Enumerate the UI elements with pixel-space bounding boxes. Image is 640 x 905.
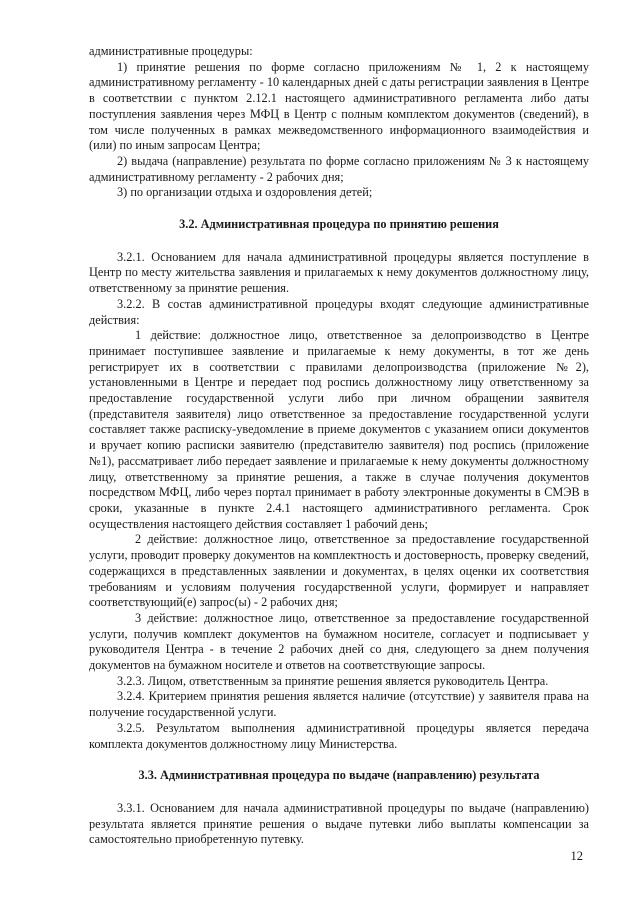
paragraph-3-2-3: 3.2.3. Лицом, ответственным за принятие решения является руководитель Центра. <box>117 673 549 688</box>
document-body <box>89 44 589 848</box>
paragraph-action-3: 3 действие: должностное лицо, ответственное за предоставление государственной услуги, получив комплект документов на бумажном носителе, согласует и подписывает у руководителя Центра - в течение 2 рабочих дней со дня, следующего за днем получения документов на бумажном носителе и ответов на соответствующие запросы. <box>89 610 589 673</box>
paragraph-action-1: 1 действие: должностное лицо, ответственное за делопроизводство в Центре принимает поступившее заявление и прилагаемые к нему документы, в тот же день регистрирует их в соответствии с правилами делопроизводства (приложение №2), установленными в Центре и передает под роспись должностному лицу ответственному за предоставление государственной услуги либо при личном обращении заявителя (представителя заявителя) лицо ответственное за предоставление государственной услуги составляет также расписку-уведомление в приеме документов с указанием описи документов и вручает копию расписки заявителю (представителю заявителя) под роспись (приложение №1), рассматривает либо передает заявление и прилагаемые к нему документы должностному лицу, ответственному за принятие решения, а также в случае получения документов посредством МФЦ, либо через портал принимает в работу электронные документы в СМЭВ в сроки, указанные в пункте 2.4.1 настоящего административного регламента. Срок осуществления настоящего действия составляет 1 рабочий день; <box>89 328 589 531</box>
paragraph-action-2: 2 действие: должностное лицо, ответственное за предоставление государственной услуги, проводит проверку документов на комплектность и достоверность, проверку сведений, содержащихся в представленных заявлении и документах, в целях оценки их соответствия требованиям и условиям получения государственной услуги, формирует и направляет соответствующий(е) запрос(ы) - 2 рабочих дня; <box>89 532 589 610</box>
list-item-2: 2) выдача (направление) результата по форме согласно приложениям № 3 к настоящему административному регламенту - 2 рабочих дня; <box>89 153 589 184</box>
paragraph-3-2-5: 3.2.5. Результатом выполнения административной процедуры является передача комплекта документов должностному лицу Министерства. <box>89 720 589 751</box>
paragraph-3-2-4: 3.2.4. Критерием принятия решения является наличие (отсутствие) у заявителя права на получение государственной услуги. <box>89 689 589 720</box>
page-number: 12 <box>570 849 583 863</box>
list-item-3: 3) по организации отдыха и оздоровления детей; <box>117 185 373 200</box>
section-heading-3-2: 3.2. Административная процедура по принятию решения <box>179 217 499 232</box>
paragraph-intro: административные процедуры: <box>89 44 253 58</box>
paragraph-3-2-2: 3.2.2. В состав административной процедуры входят следующие административные действия: <box>89 296 589 327</box>
list-item-1: 1) принятие решения по форме согласно приложениям № 1, 2 к настоящему административному регламенту - 10 календарных дней с даты регистрации заявления в Центре в соответствии с пунктом 2.12.1 настоящего административного регламента либо даты поступления заявления через МФЦ в Центр с полным комплектом документов (сведений), в том числе полученных в рамках межведомственного информационного взаимодействия и (или) по иным запросам Центра; <box>89 59 589 153</box>
paragraph-3-2-1: 3.2.1. Основанием для начала административной процедуры является поступление в Центр по месту жительства заявления и прилагаемых к нему документов должностному лицу, ответственному за принятие решения. <box>89 249 589 296</box>
section-heading-3-3: 3.3. Административная процедура по выдаче (направлению) результата <box>138 768 540 783</box>
paragraph-3-3-1: 3.3.1. Основанием для начала административной процедуры по выдаче (направлению) результата является принятие решения о выдаче путевки либо выплаты компенсации за самостоятельно приобретенную путевку. <box>89 800 589 847</box>
